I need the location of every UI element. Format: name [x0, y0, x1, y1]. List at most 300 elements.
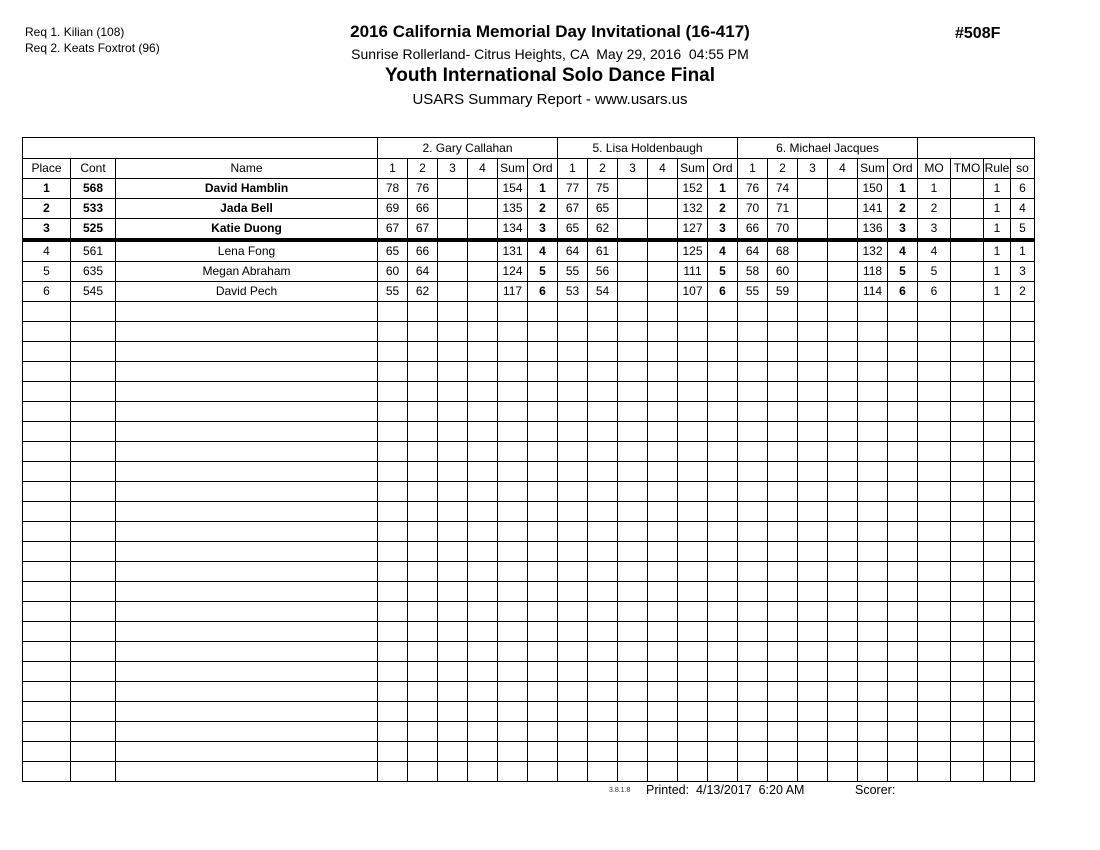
cell-score [648, 219, 678, 241]
event-title: Youth International Solo Dance Final [384, 65, 716, 86]
cell-score [768, 462, 798, 482]
cell-sum [678, 322, 708, 342]
cell-so [1011, 302, 1035, 322]
cell-score [378, 562, 408, 582]
cell-ord [708, 762, 738, 782]
cell-score [558, 582, 588, 602]
cell-score [828, 262, 858, 282]
cell-sum [498, 342, 528, 362]
cell-score [798, 682, 828, 702]
cell-score [798, 642, 828, 662]
cell-score [438, 219, 468, 241]
header-ord: Ord [888, 159, 918, 179]
cell-tmo [951, 442, 984, 462]
cell-sum [678, 542, 708, 562]
cell-mo: 4 [918, 240, 951, 262]
cell-ord [888, 562, 918, 582]
cell-ord [708, 622, 738, 642]
cell-score [558, 522, 588, 542]
cell-place [23, 322, 71, 342]
cell-score [798, 582, 828, 602]
cell-sum [678, 682, 708, 702]
cell-score [438, 662, 468, 682]
cell-sum [498, 562, 528, 582]
cell-ord: 3 [888, 219, 918, 241]
cell-score [648, 762, 678, 782]
cell-mo [918, 322, 951, 342]
result-row [23, 199, 1035, 219]
cell-score [828, 702, 858, 722]
cell-score [648, 642, 678, 662]
cell-score [618, 482, 648, 502]
event-number: #508F [955, 25, 1001, 42]
cell-sum [498, 762, 528, 782]
cell-cont [71, 742, 116, 762]
cell-score [438, 240, 468, 262]
cell-sum [858, 682, 888, 702]
cell-score [378, 482, 408, 502]
cell-tmo [951, 382, 984, 402]
cell-tmo [951, 322, 984, 342]
cell-mo [918, 442, 951, 462]
cell-sum [678, 502, 708, 522]
cell-ord [888, 602, 918, 622]
cell-mo [918, 702, 951, 722]
cell-place: 3 [23, 219, 71, 241]
cell-score [618, 522, 648, 542]
empty-row [23, 762, 1035, 782]
cell-score [408, 482, 438, 502]
cell-score [588, 542, 618, 562]
cell-so [1011, 702, 1035, 722]
header-rule: Rule [984, 159, 1011, 179]
cell-score [618, 422, 648, 442]
cell-score: 70 [768, 219, 798, 241]
cell-place [23, 762, 71, 782]
cell-score [438, 302, 468, 322]
cell-name [116, 602, 378, 622]
cell-sum [678, 462, 708, 482]
cell-ord [708, 602, 738, 622]
cell-score: 61 [588, 240, 618, 262]
cell-rule [984, 342, 1011, 362]
cell-score [588, 482, 618, 502]
cell-ord [528, 762, 558, 782]
cell-score [618, 742, 648, 762]
empty-row [23, 722, 1035, 742]
cell-score [798, 422, 828, 442]
cell-place: 2 [23, 199, 71, 219]
judge-row-right-spacer [918, 138, 1035, 159]
cell-score [468, 742, 498, 762]
cell-place [23, 742, 71, 762]
cell-score [378, 402, 408, 422]
result-row [23, 262, 1035, 282]
cell-score [588, 422, 618, 442]
cell-mo [918, 382, 951, 402]
cell-score [408, 602, 438, 622]
cell-score [468, 282, 498, 302]
cell-score [378, 422, 408, 442]
cell-score [468, 562, 498, 582]
empty-row [23, 422, 1035, 442]
cell-ord [708, 502, 738, 522]
cell-sum [678, 762, 708, 782]
header-score-3: 3 [798, 159, 828, 179]
cell-score [738, 482, 768, 502]
cell-place: 1 [23, 179, 71, 199]
cell-score [618, 622, 648, 642]
cell-score [738, 722, 768, 742]
cell-ord [888, 462, 918, 482]
cell-score [648, 562, 678, 582]
cell-score [828, 240, 858, 262]
cell-score [468, 722, 498, 742]
cell-score [738, 702, 768, 722]
cell-ord [708, 362, 738, 382]
cell-ord [528, 642, 558, 662]
header-score-4: 4 [648, 159, 678, 179]
cell-score [828, 622, 858, 642]
cell-score [558, 362, 588, 382]
cell-score [648, 622, 678, 642]
cell-ord [888, 662, 918, 682]
empty-row [23, 362, 1035, 382]
cell-place [23, 702, 71, 722]
cell-score [438, 602, 468, 622]
cell-score [378, 322, 408, 342]
cell-ord [708, 642, 738, 662]
cell-score [408, 362, 438, 382]
cell-place [23, 542, 71, 562]
empty-row [23, 382, 1035, 402]
cell-score [618, 762, 648, 782]
cell-ord [708, 382, 738, 402]
cell-ord: 2 [528, 199, 558, 219]
cell-score [768, 402, 798, 422]
cell-score [438, 382, 468, 402]
cell-tmo [951, 219, 984, 241]
cell-mo [918, 362, 951, 382]
cell-score: 70 [738, 199, 768, 219]
cell-ord [708, 702, 738, 722]
cell-score [738, 642, 768, 662]
req-1-label: Req 1. Kilian (108) [25, 25, 125, 39]
cell-mo [918, 642, 951, 662]
cell-name [116, 762, 378, 782]
scorer-label: Scorer: [855, 783, 896, 797]
cell-score [378, 622, 408, 642]
result-row [23, 179, 1035, 199]
cell-score [648, 382, 678, 402]
header-tmo: TMO [951, 159, 984, 179]
cell-sum [498, 422, 528, 442]
cell-ord [708, 322, 738, 342]
cell-cont [71, 482, 116, 502]
cell-so [1011, 562, 1035, 582]
empty-row [23, 602, 1035, 622]
cell-sum: 117 [498, 282, 528, 302]
header-mo: MO [918, 159, 951, 179]
cell-score [648, 322, 678, 342]
cell-score [618, 262, 648, 282]
cell-score [798, 362, 828, 382]
cell-score [828, 682, 858, 702]
cell-score [378, 722, 408, 742]
cell-name: Lena Fong [116, 240, 378, 262]
cell-ord [708, 402, 738, 422]
cell-score [648, 502, 678, 522]
cell-ord [708, 542, 738, 562]
cell-score [378, 302, 408, 322]
cell-cont [71, 582, 116, 602]
cell-so [1011, 682, 1035, 702]
cell-sum [858, 702, 888, 722]
cell-ord [528, 382, 558, 402]
cell-score [438, 462, 468, 482]
cell-score: 74 [768, 179, 798, 199]
cell-score [468, 322, 498, 342]
cell-score [798, 322, 828, 342]
cell-sum [498, 622, 528, 642]
cell-tmo [951, 502, 984, 522]
cell-ord [708, 662, 738, 682]
cell-sum: 125 [678, 240, 708, 262]
cell-score: 67 [378, 219, 408, 241]
cell-score [738, 422, 768, 442]
empty-row [23, 542, 1035, 562]
cell-cont [71, 302, 116, 322]
cell-score [468, 342, 498, 362]
cell-score [378, 462, 408, 482]
cell-score [588, 462, 618, 482]
cell-score [468, 219, 498, 241]
cell-score [828, 602, 858, 622]
cell-score [648, 702, 678, 722]
header-score-2: 2 [408, 159, 438, 179]
cell-score [738, 762, 768, 782]
cell-score [378, 762, 408, 782]
cell-so [1011, 462, 1035, 482]
cell-rule: 1 [984, 199, 1011, 219]
cell-ord [888, 442, 918, 462]
cell-score [378, 362, 408, 382]
cell-score [438, 442, 468, 462]
cell-sum [498, 602, 528, 622]
cell-rule [984, 562, 1011, 582]
cell-rule [984, 722, 1011, 742]
cell-score [408, 562, 438, 582]
cell-score [558, 482, 588, 502]
cell-tmo [951, 362, 984, 382]
cell-score [378, 382, 408, 402]
cell-cont [71, 362, 116, 382]
cell-mo [918, 522, 951, 542]
cell-score [768, 422, 798, 442]
cell-mo [918, 562, 951, 582]
cell-name [116, 382, 378, 402]
cell-tmo [951, 762, 984, 782]
cell-score [588, 622, 618, 642]
cell-sum: 132 [678, 199, 708, 219]
cell-tmo [951, 542, 984, 562]
cell-name [116, 722, 378, 742]
cell-place [23, 582, 71, 602]
header-score-1: 1 [378, 159, 408, 179]
empty-row [23, 522, 1035, 542]
cell-score [828, 642, 858, 662]
cell-sum: 134 [498, 219, 528, 241]
cell-rule: 1 [984, 179, 1011, 199]
cell-ord [528, 742, 558, 762]
cell-score [618, 219, 648, 241]
cell-score [618, 662, 648, 682]
cell-name [116, 442, 378, 462]
cell-sum [858, 342, 888, 362]
cell-score [378, 542, 408, 562]
cell-score [798, 262, 828, 282]
cell-score [468, 482, 498, 502]
cell-sum [498, 462, 528, 482]
cell-ord: 2 [708, 199, 738, 219]
cell-score [408, 442, 438, 462]
cell-score [768, 362, 798, 382]
cell-rule [984, 382, 1011, 402]
cell-sum [678, 562, 708, 582]
cell-score [648, 282, 678, 302]
cell-score [648, 742, 678, 762]
cell-score [768, 582, 798, 602]
cell-score [408, 762, 438, 782]
cell-rule [984, 582, 1011, 602]
cell-tmo [951, 642, 984, 662]
cell-ord [528, 722, 558, 742]
cell-sum [678, 342, 708, 362]
cell-score [408, 322, 438, 342]
cell-sum [498, 582, 528, 602]
cell-score [798, 302, 828, 322]
cell-tmo [951, 422, 984, 442]
cell-name: David Hamblin [116, 179, 378, 199]
header-sum: Sum [858, 159, 888, 179]
software-version: 3.8.1.8 [609, 787, 631, 794]
cell-ord [528, 362, 558, 382]
cell-score [828, 382, 858, 402]
cell-rule [984, 482, 1011, 502]
cell-score [558, 402, 588, 422]
cell-score [828, 722, 858, 742]
cell-score [798, 502, 828, 522]
header-sum: Sum [678, 159, 708, 179]
cell-sum [498, 482, 528, 502]
cell-score [558, 682, 588, 702]
cell-score [738, 742, 768, 762]
cell-name [116, 542, 378, 562]
cell-sum [498, 742, 528, 762]
empty-row [23, 562, 1035, 582]
cell-score [378, 702, 408, 722]
cell-rule: 1 [984, 219, 1011, 241]
empty-row [23, 442, 1035, 462]
cell-score [558, 542, 588, 562]
cell-so [1011, 542, 1035, 562]
empty-row [23, 302, 1035, 322]
cell-score [618, 642, 648, 662]
cell-sum [858, 422, 888, 442]
cell-score [408, 622, 438, 642]
cell-sum [498, 642, 528, 662]
cell-sum [498, 702, 528, 722]
cell-mo [918, 462, 951, 482]
cell-score: 65 [378, 240, 408, 262]
cell-sum [678, 662, 708, 682]
cell-place [23, 502, 71, 522]
cell-score [828, 742, 858, 762]
cell-sum [678, 702, 708, 722]
cell-score [648, 262, 678, 282]
cell-name: Megan Abraham [116, 262, 378, 282]
cell-ord: 2 [888, 199, 918, 219]
cell-ord [528, 542, 558, 562]
cell-cont [71, 462, 116, 482]
results-table [22, 137, 1035, 782]
cell-score [828, 662, 858, 682]
cell-name [116, 642, 378, 662]
cell-score [738, 602, 768, 622]
cell-score [558, 702, 588, 722]
cell-ord [528, 442, 558, 462]
cell-ord [708, 422, 738, 442]
cell-cont: 533 [71, 199, 116, 219]
cell-score: 65 [558, 219, 588, 241]
cell-score [588, 302, 618, 322]
cell-score [768, 622, 798, 642]
empty-row [23, 622, 1035, 642]
cell-ord [528, 662, 558, 682]
cell-score [588, 322, 618, 342]
cell-score [798, 179, 828, 199]
cell-ord [528, 622, 558, 642]
cell-rule [984, 702, 1011, 722]
cell-score [588, 702, 618, 722]
cell-so [1011, 502, 1035, 522]
req-2-label: Req 2. Keats Foxtrot (96) [25, 41, 160, 55]
cell-score: 64 [558, 240, 588, 262]
cell-tmo [951, 622, 984, 642]
cell-cont [71, 562, 116, 582]
cell-tmo [951, 742, 984, 762]
cell-score [588, 582, 618, 602]
cell-place [23, 562, 71, 582]
cell-score [468, 262, 498, 282]
cell-ord [888, 382, 918, 402]
cell-cont [71, 722, 116, 742]
cell-score [738, 502, 768, 522]
cell-score [648, 422, 678, 442]
cell-place [23, 382, 71, 402]
cell-so [1011, 342, 1035, 362]
cell-score [558, 342, 588, 362]
cell-score [438, 282, 468, 302]
cell-score [408, 742, 438, 762]
cell-sum [678, 722, 708, 742]
cell-ord [888, 362, 918, 382]
cell-ord: 6 [888, 282, 918, 302]
cell-place [23, 602, 71, 622]
cell-ord [528, 402, 558, 422]
cell-score [798, 462, 828, 482]
cell-cont [71, 702, 116, 722]
